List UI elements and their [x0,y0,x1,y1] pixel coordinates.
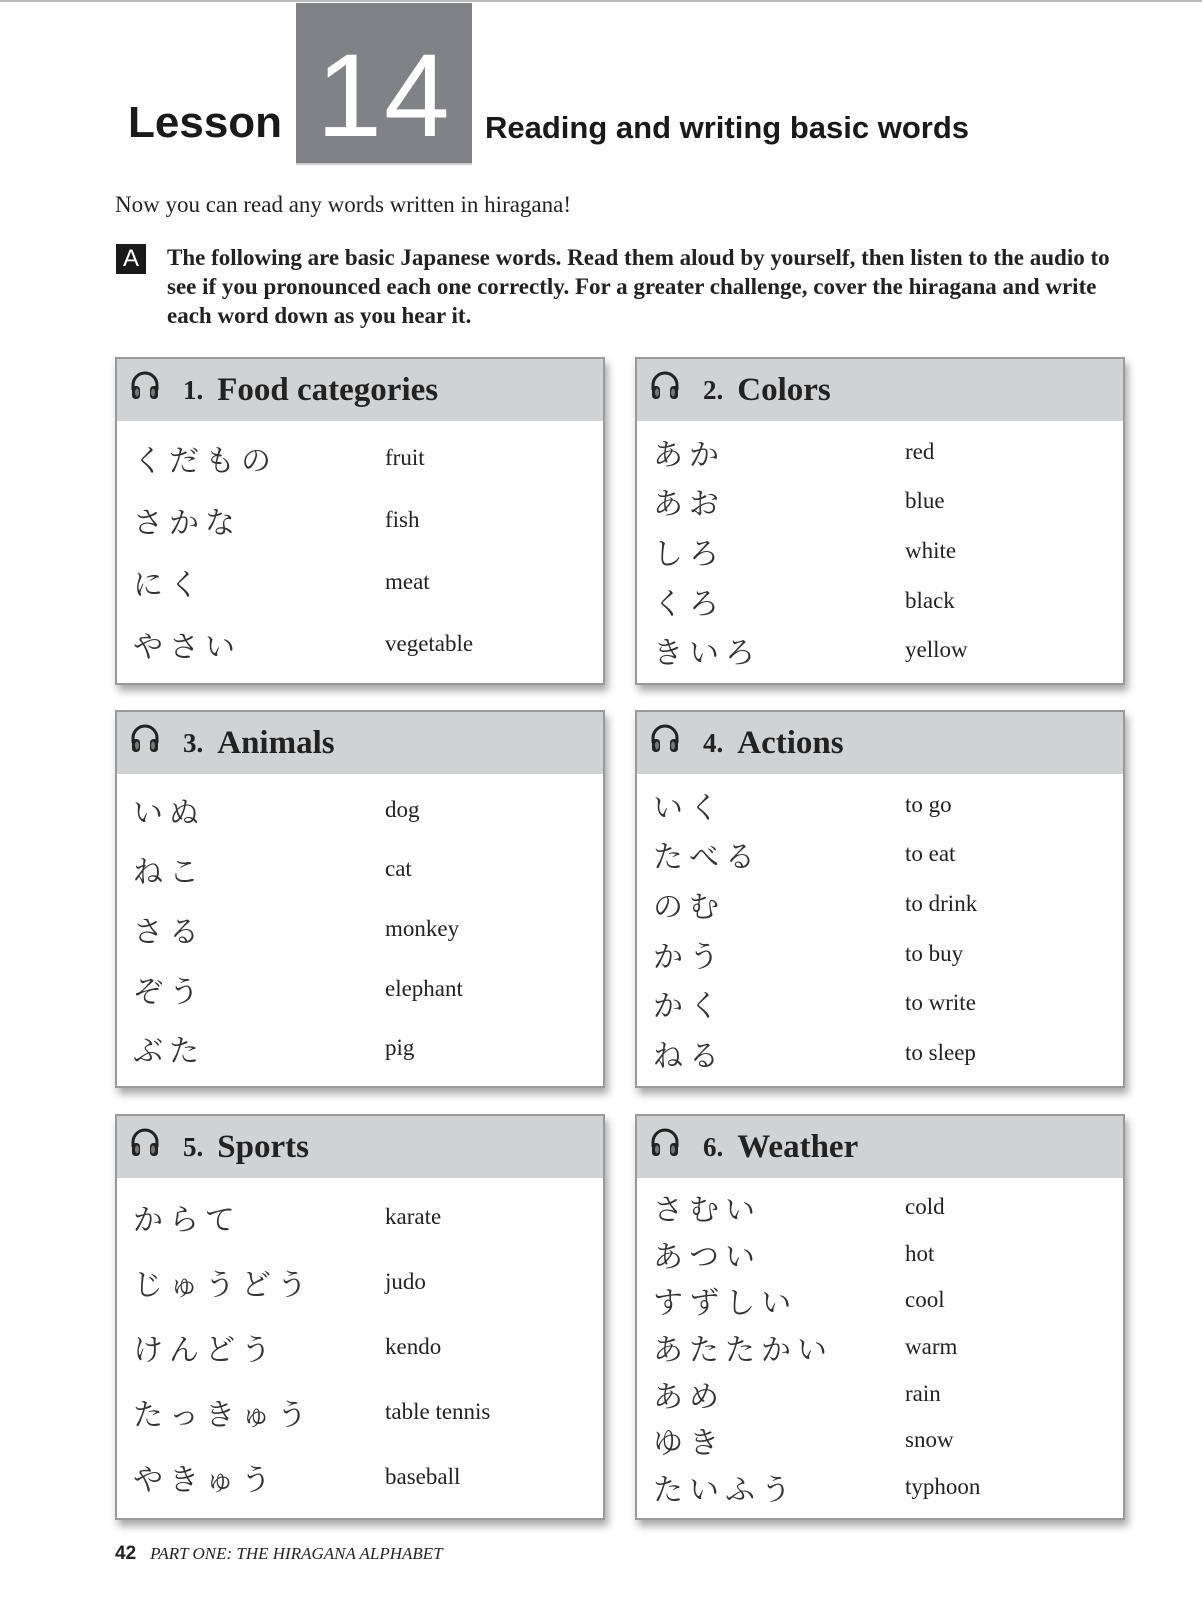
hiragana-word: さかな [133,506,241,541]
hiragana-word: さむい [653,1193,761,1229]
english-meaning: judo [385,1268,426,1294]
english-meaning: pig [385,1035,415,1061]
english-meaning: yellow [905,637,968,663]
word-row [117,436,603,480]
panel-header [117,712,603,774]
lesson-label: Lesson [128,98,283,147]
english-meaning: to eat [905,841,956,867]
english-meaning: cool [905,1287,945,1313]
intro-text: Now you can read any words written in hiragana! [115,192,572,217]
panel-title: Colors [737,371,831,408]
panel-number: 4. [703,727,724,758]
hiragana-word: きいろ [653,636,761,672]
exercise-instructions: The following are basic Japanese words. Read them aloud by yourself, then listen to the audio to see if you pronounced each one correctly. For a greater challenge, cover the hiragana and write each word down as you hear it. [167,245,1110,328]
page-number: 42 [115,1543,137,1564]
word-row [117,498,603,542]
word-row [637,1185,1123,1229]
word-row [637,981,1123,1025]
headphones-icon[interactable] [129,1127,161,1168]
hiragana-word: かう [653,939,725,975]
hiragana-word: やさい [133,630,241,665]
word-row [117,847,603,891]
hiragana-word: ねこ [133,855,205,891]
word-row [117,1325,603,1369]
word-row [637,1031,1123,1075]
hiragana-word: じゅうどう [133,1267,313,1303]
panel-header [637,1116,1123,1178]
word-row [117,907,603,951]
panel-title: Weather [737,1128,859,1165]
exercise-label: A [116,244,146,274]
word-row [637,1465,1123,1509]
section-title: PART ONE: THE HIRAGANA ALPHABET [150,1544,443,1563]
hiragana-word: あお [653,487,725,523]
word-row [637,430,1123,474]
vocab-panel [635,1114,1125,1520]
english-meaning: karate [385,1203,442,1229]
word-row [117,1195,603,1239]
english-meaning: kendo [385,1333,442,1359]
panel-number: 1. [183,374,204,405]
word-row [117,1455,603,1499]
word-row [637,1325,1123,1369]
hiragana-word: ぞう [133,974,205,1010]
hiragana-word: くろ [653,586,725,622]
word-row [637,783,1123,827]
panel-number: 3. [183,727,204,758]
vocab-panel [115,1114,605,1520]
hiragana-word: いく [653,790,725,826]
word-row [637,479,1123,523]
hiragana-word: けんどう [133,1332,277,1368]
hiragana-word: たっきゅう [133,1398,313,1434]
word-list [117,1178,603,1518]
english-meaning: baseball [385,1464,461,1490]
word-list [117,421,603,683]
hiragana-word: たべる [653,840,761,876]
panel-number: 6. [703,1131,724,1162]
panel-number: 5. [183,1131,204,1162]
panel-title: Animals [217,724,335,761]
english-meaning: to drink [905,891,978,917]
word-row [117,560,603,604]
hiragana-word: たいふう [653,1472,797,1508]
headphones-icon[interactable] [649,1127,681,1168]
hiragana-word: ぶた [133,1034,205,1070]
english-meaning: meat [385,569,430,594]
word-list [637,774,1123,1086]
word-row [637,529,1123,573]
english-meaning: to buy [905,940,964,966]
word-row [637,832,1123,876]
vocab-panel [115,710,605,1088]
headphones-icon[interactable] [649,723,681,764]
english-meaning: black [905,587,955,613]
hiragana-word: あめ [653,1379,725,1415]
word-row [637,882,1123,926]
panel-number: 2. [703,374,724,405]
english-meaning: snow [905,1427,954,1453]
hiragana-word: さる [133,914,205,950]
english-meaning: cold [905,1194,945,1220]
english-meaning: hot [905,1240,935,1266]
vocab-panel [635,357,1125,685]
word-row [637,628,1123,672]
panel-header [117,359,603,421]
hiragana-word: からて [133,1202,241,1238]
english-meaning: to write [905,990,976,1016]
word-row [117,1026,603,1070]
headphones-icon[interactable] [129,723,161,764]
hiragana-word: あたたかい [653,1332,833,1368]
word-row [637,932,1123,976]
hiragana-word: いぬ [133,795,205,831]
english-meaning: table tennis [385,1399,491,1425]
panel-title: Food categories [217,371,439,408]
word-row [117,622,603,666]
word-row [637,1232,1123,1276]
hiragana-word: すずしい [653,1286,798,1322]
hiragana-word: かく [653,989,725,1025]
english-meaning: blue [905,488,945,514]
english-meaning: rain [905,1380,941,1406]
hiragana-word: くだもの [133,444,277,479]
english-meaning: elephant [385,975,463,1001]
hiragana-word: ねる [653,1039,725,1075]
page-top-border [0,0,1202,2]
lesson-title: Reading and writing basic words [485,110,970,145]
english-meaning: fruit [385,445,425,470]
panel-header [117,1116,603,1178]
vocab-panel [635,710,1125,1088]
word-list [637,421,1123,683]
hiragana-word: あつい [653,1239,761,1275]
english-meaning: to sleep [905,1040,976,1066]
hiragana-word: しろ [653,536,725,572]
english-meaning: red [905,438,935,464]
word-row [117,1260,603,1304]
english-meaning: monkey [385,915,460,941]
english-meaning: white [905,537,957,563]
word-list [117,774,603,1086]
word-row [117,788,603,832]
english-meaning: typhoon [905,1473,981,1499]
word-list [637,1178,1123,1518]
panel-header [637,359,1123,421]
word-row [637,579,1123,623]
word-row [117,1390,603,1434]
english-meaning: cat [385,856,412,882]
word-row [637,1278,1123,1322]
vocab-panel [115,357,605,685]
word-row [637,1418,1123,1462]
english-meaning: dog [385,796,420,822]
page-footer [115,1543,443,1565]
hiragana-word: やきゅう [133,1463,277,1499]
english-meaning: warm [905,1333,958,1359]
panel-title: Actions [737,724,844,761]
word-row [637,1372,1123,1416]
word-row [117,967,603,1011]
lesson-number: 14 [296,3,472,165]
headphones-icon[interactable] [649,370,681,411]
hiragana-word: のむ [653,890,725,926]
english-meaning: to go [905,791,952,817]
panel-header [637,712,1123,774]
hiragana-word: ゆき [653,1426,725,1462]
hiragana-word: にく [133,568,205,603]
panel-title: Sports [217,1128,309,1165]
headphones-icon[interactable] [129,370,161,411]
english-meaning: vegetable [385,631,474,656]
english-meaning: fish [385,507,420,532]
hiragana-word: あか [653,437,725,473]
